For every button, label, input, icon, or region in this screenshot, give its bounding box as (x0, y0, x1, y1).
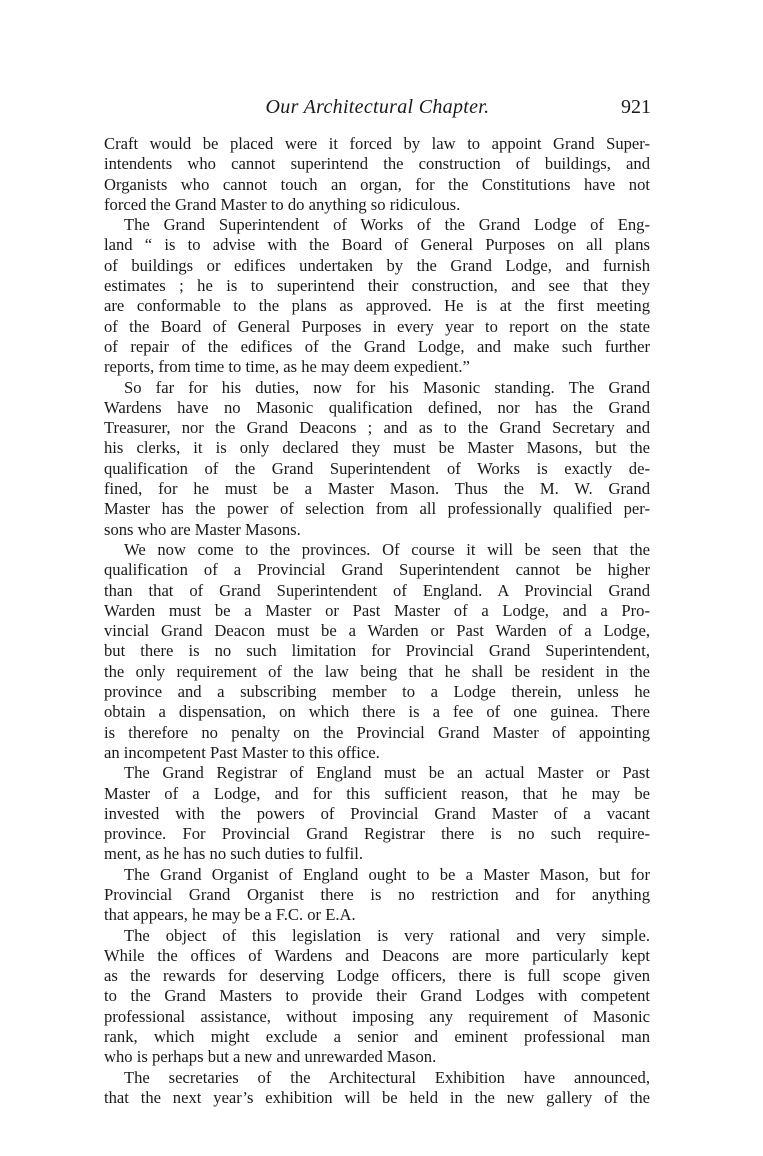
text-line: land “ is to advise with the Board of General Purposes on all plans (104, 235, 650, 255)
text-line: The Grand Superintendent of Works of the Grand Lodge of Eng- (124, 215, 650, 235)
text-line: the only requirement of the law being that he shall be resident in the (104, 661, 650, 681)
text-line: estimates ; he is to superintend their construction, and see that they (104, 276, 650, 296)
text-line: is therefore no penalty on the Provincial Grand Master of appointing (104, 722, 650, 742)
text-line: as the rewards for deserving Lodge officers, there is full scope given (104, 966, 650, 986)
text-line: Wardens have no Masonic qualification defined, nor has the Grand (104, 397, 650, 417)
text-line: but there is no such limitation for Provincial Grand Superintendent, (104, 641, 650, 661)
text-line: qualification of a Provincial Grand Superintendent cannot be higher (104, 560, 650, 580)
text-line: Provincial Grand Organist there is no restriction and for anything (104, 884, 650, 904)
text-line: professional assistance, without imposing any requirement of Masonic (104, 1006, 650, 1026)
text-line: to the Grand Masters to provide their Grand Lodges with competent (104, 986, 650, 1006)
text-line: forced the Grand Master to do anything so ridiculous. (104, 194, 461, 214)
text-line: province. For Provincial Grand Registrar there is no such require- (104, 824, 650, 844)
text-line: of repair of the edifices of the Grand Lodge, and make such further (104, 336, 650, 356)
paragraph-grand-superintendent (104, 215, 650, 377)
text-line: The secretaries of the Architectural Exhibition have announced, (124, 1067, 650, 1087)
text-line: vincial Grand Deacon must be a Warden or Past Warden of a Lodge, (104, 621, 650, 641)
body-text (104, 134, 650, 1108)
running-head (104, 96, 651, 122)
text-line: Organists who cannot touch an organ, for the Constitutions have not (104, 174, 650, 194)
paragraph-grand-organist (104, 865, 650, 926)
text-line: Treasurer, nor the Grand Deacons ; and as to the Grand Secretary and (104, 418, 650, 438)
text-line: intendents who cannot superintend the construction of buildings, and (104, 154, 650, 174)
text-line: who is perhaps but a new and unrewarded Mason. (104, 1047, 437, 1067)
paragraph-masonic-standing (104, 378, 650, 540)
text-line: of the Board of General Purposes in every year to report on the state (104, 316, 650, 336)
text-line: of buildings or edifices undertaken by the Grand Lodge, and furnish (104, 255, 650, 275)
text-line: We now come to the provinces. Of course it will be seen that the (124, 539, 650, 559)
page-number: 921 (621, 96, 651, 118)
running-title: Our Architectural Chapter. (265, 96, 490, 118)
text-line: Master of a Lodge, and for this sufficient reason, that he may be (104, 783, 650, 803)
text-line: rank, which might exclude a senior and eminent professional man (104, 1027, 650, 1047)
text-line: than that of Grand Superintendent of England. A Provincial Grand (104, 580, 650, 600)
paragraph-continuation (104, 134, 650, 215)
text-line: The object of this legislation is very rational and very simple. (124, 925, 650, 945)
text-line: obtain a dispensation, on which there is a fee of one guinea. There (104, 702, 650, 722)
paragraph-provinces (104, 540, 650, 763)
text-line: Master has the power of selection from all professionally qualified per- (104, 499, 650, 519)
text-line: Warden must be a Master or Past Master of a Lodge, and a Pro- (104, 600, 650, 620)
text-line: an incompetent Past Master to this office. (104, 742, 380, 762)
text-line: While the offices of Wardens and Deacons are more particularly kept (104, 945, 650, 965)
text-line: invested with the powers of Provincial Grand Master of a vacant (104, 803, 650, 823)
text-line: are conformable to the plans as approved. He is at the first meeting (104, 296, 650, 316)
text-line: reports, from time to time, as he may deem expedient.” (104, 357, 470, 377)
text-line: ment, as he has no such duties to fulfil. (104, 844, 364, 864)
paragraph-grand-registrar (104, 763, 650, 864)
text-line: province and a subscribing member to a Lodge therein, unless he (104, 682, 650, 702)
paragraph-architectural-exhibition (104, 1068, 650, 1109)
paragraph-object-of-legislation (104, 926, 650, 1068)
text-line: The Grand Organist of England ought to be a Master Mason, but for (124, 864, 650, 884)
text-line: sons who are Master Masons. (104, 519, 301, 539)
text-line: his clerks, it is only declared they must be Master Masons, but the (104, 438, 650, 458)
text-line: qualification of the Grand Superintendent of Works is exactly de- (104, 458, 650, 478)
text-line: that the next year’s exhibition will be held in the new gallery of the (104, 1087, 650, 1107)
text-line: The Grand Registrar of England must be an actual Master or Past (124, 763, 650, 783)
text-line: Craft would be placed were it forced by law to appoint Grand Super- (104, 134, 650, 153)
text-line: that appears, he may be a F.C. or E.A. (104, 905, 356, 925)
text-line: So far for his duties, now for his Masonic standing. The Grand (124, 377, 650, 397)
text-line: fined, for he must be a Master Mason. Thus the M. W. Grand (104, 479, 650, 499)
